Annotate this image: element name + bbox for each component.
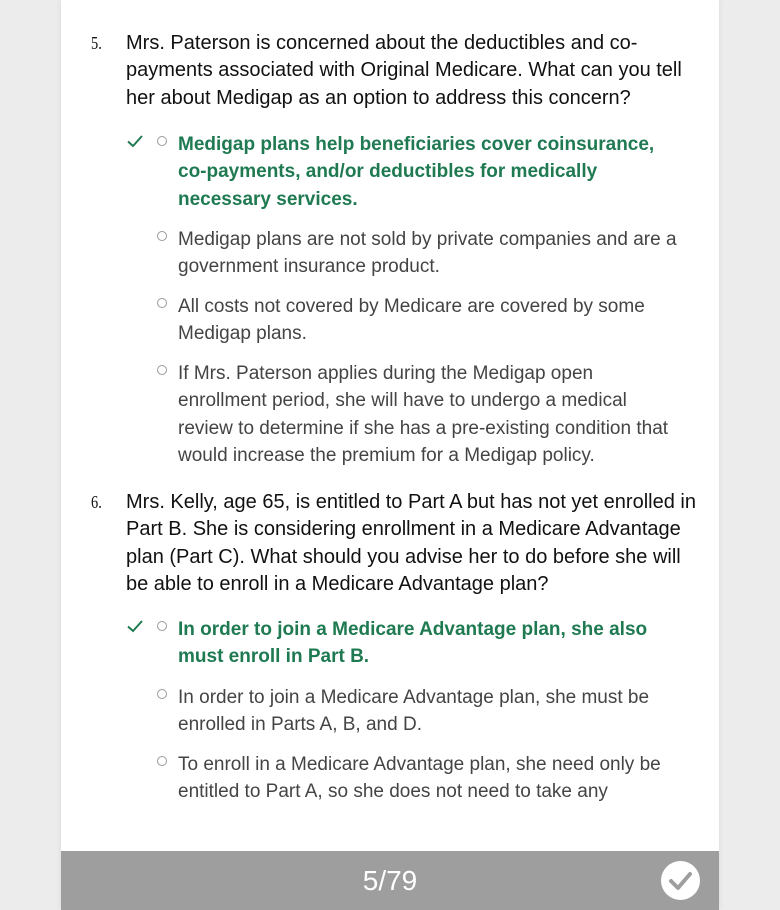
answer-text: In order to join a Medicare Advantage plan, she also must enroll in Part B. (178, 619, 648, 668)
checkmark-icon (661, 861, 700, 900)
checkmark-icon (126, 132, 144, 150)
radio-button[interactable] (157, 756, 167, 766)
radio-button[interactable] (157, 298, 167, 308)
radio-button[interactable] (157, 231, 167, 241)
radio-button[interactable] (157, 689, 167, 699)
question-number: 6. (91, 492, 102, 512)
radio-button[interactable] (157, 621, 167, 631)
answer-text: In order to join a Medicare Advantage plan, she must be enrolled in Parts A, B, and D. (178, 687, 650, 736)
page-indicator: 5/79 (362, 865, 418, 896)
answer-text: Medigap plans help beneficiaries cover coinsurance, co-payments, and/or deductibles for medically necessary services. (178, 134, 655, 210)
answer-text: If Mrs. Paterson applies during the Medigap open enrollment period, she will have to undergo a medical review to determine if she has a pre-existing condition that would increase the premium for a Medigap policy. (178, 363, 669, 466)
question-text: Mrs. Paterson is concerned about the deductibles and co-payments associated with Original Medicare. What can you tell her about Medigap as an option to address this concern? (126, 32, 682, 109)
answer-text: All costs not covered by Medicare are covered by some Medigap plans. (178, 296, 645, 345)
question-number: 5. (91, 33, 102, 53)
question-text: Mrs. Kelly, age 65, is entitled to Part A but has not yet enrolled in Part B. She is considering enrollment in a Medicare Advantage plan (Part C). What should you advise her to do before she will be able to enroll in a Medicare Advantage plan? (126, 491, 696, 595)
quiz-page (61, 0, 719, 910)
answer-text: To enroll in a Medicare Advantage plan, she need only be entitled to Part A, so she does not need to take any (178, 754, 661, 803)
checkmark-icon (126, 617, 144, 635)
radio-button[interactable] (157, 136, 167, 146)
bottom-bar (61, 851, 719, 910)
radio-button[interactable] (157, 365, 167, 375)
answer-text: Medigap plans are not sold by private companies and are a government insurance product. (178, 229, 677, 278)
check-circle-icon[interactable] (661, 861, 700, 900)
